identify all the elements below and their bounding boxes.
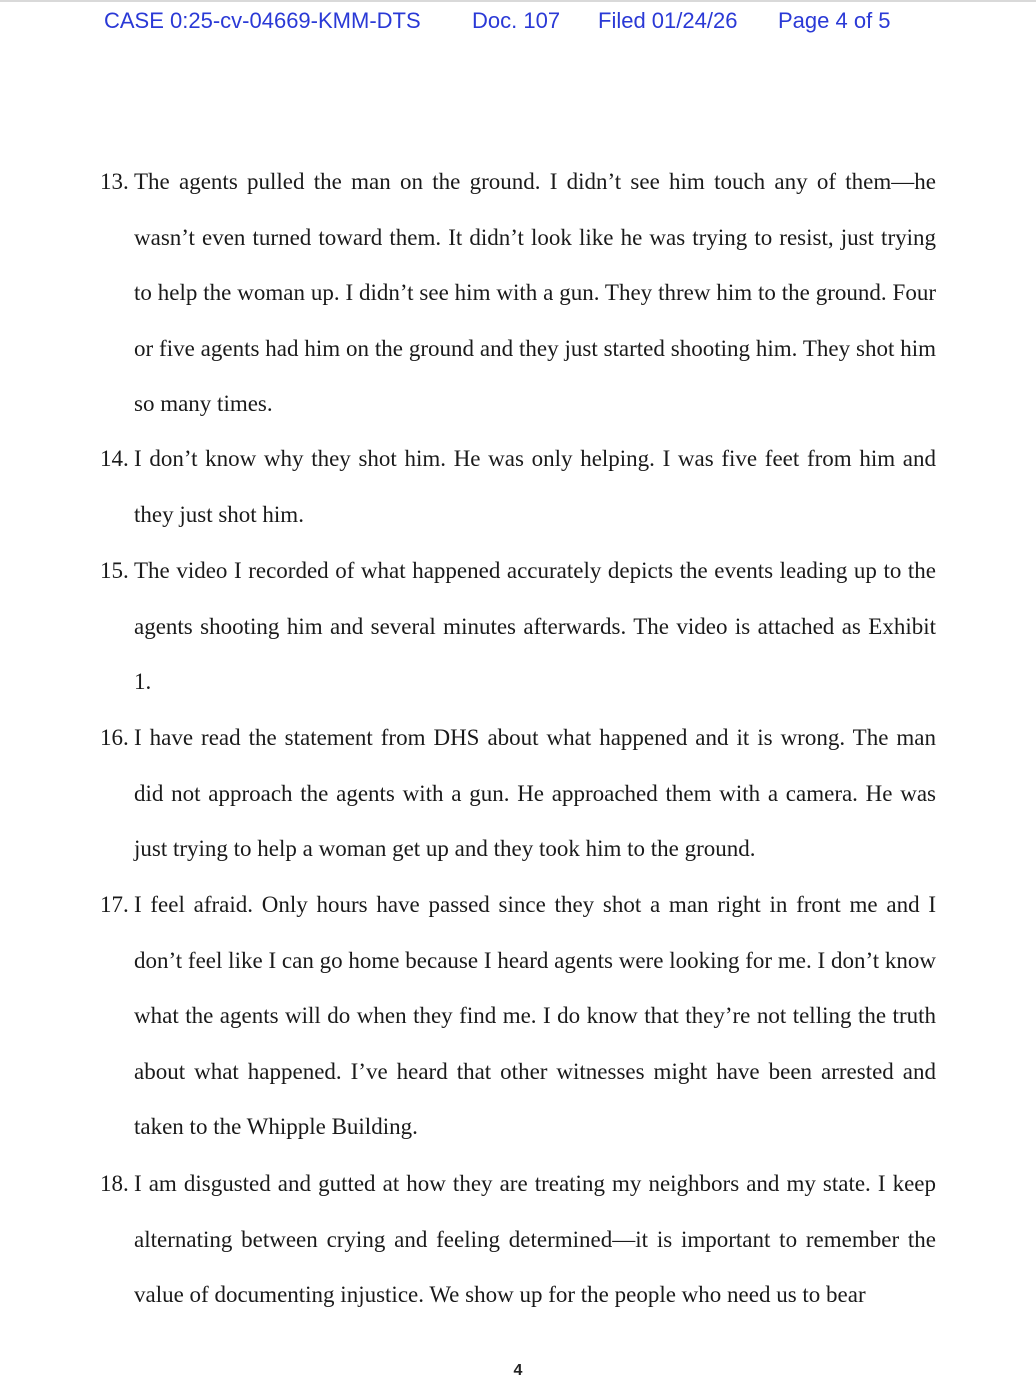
paragraph-text: I feel afraid. Only hours have passed since they shot a man right in front me and I don’t feel like I can go home because I heard agents were looking for me. I don’t know what the agents will do when they find me. I do know that they’re not telling the truth about what happened. I’ve heard that other witnesses might have been arrested and taken to the Whipple Building. <box>134 892 936 1140</box>
paragraph-text: The video I recorded of what happened accurately depicts the events leading up to the agents shooting him and several minutes afterwards. The video is attached as Exhibit 1. <box>134 558 936 695</box>
paragraph-text: The agents pulled the man on the ground. I didn’t see him touch any of them—he wasn’t even turned toward them. It didn’t look like he was trying to resist, just trying to help the woman up. I didn’t see him with a gun. They threw him to the ground. Four or five agents had him on the ground and they just started shooting him. They shot him so many times. <box>134 169 936 417</box>
document-number: Doc. 107 <box>472 8 561 33</box>
case-number: CASE 0:25-cv-04669-KMM-DTS <box>104 8 421 33</box>
page-indicator: Page 4 of 5 <box>778 8 891 33</box>
page-number: 4 <box>513 1362 523 1379</box>
paragraph-text: I am disgusted and gutted at how they are treating my neighbors and my state. I keep alternating between crying and feeling determined—it is important to remember the value of documenting injustice. We show up for the people who need us to bear <box>134 1171 936 1308</box>
paragraph-number: 17. <box>100 892 129 917</box>
filed-date: Filed 01/24/26 <box>598 8 738 33</box>
paragraph-text: I have read the statement from DHS about what happened and it is wrong. The man did not approach the agents with a gun. He approached them with a camera. He was just trying to help a woman get up and they took him to the ground. <box>134 725 936 862</box>
top-border <box>0 0 1036 2</box>
paragraph-text: I don’t know why they shot him. He was only helping. I was five feet from him and they just shot him. <box>134 446 936 527</box>
paragraph-number: 15. <box>100 558 129 583</box>
paragraph-number: 13. <box>100 169 129 194</box>
ecf-header <box>0 8 1036 38</box>
paragraph-number: 18. <box>100 1171 129 1196</box>
paragraph-number: 14. <box>100 446 129 471</box>
paragraph-number: 16. <box>100 725 129 750</box>
